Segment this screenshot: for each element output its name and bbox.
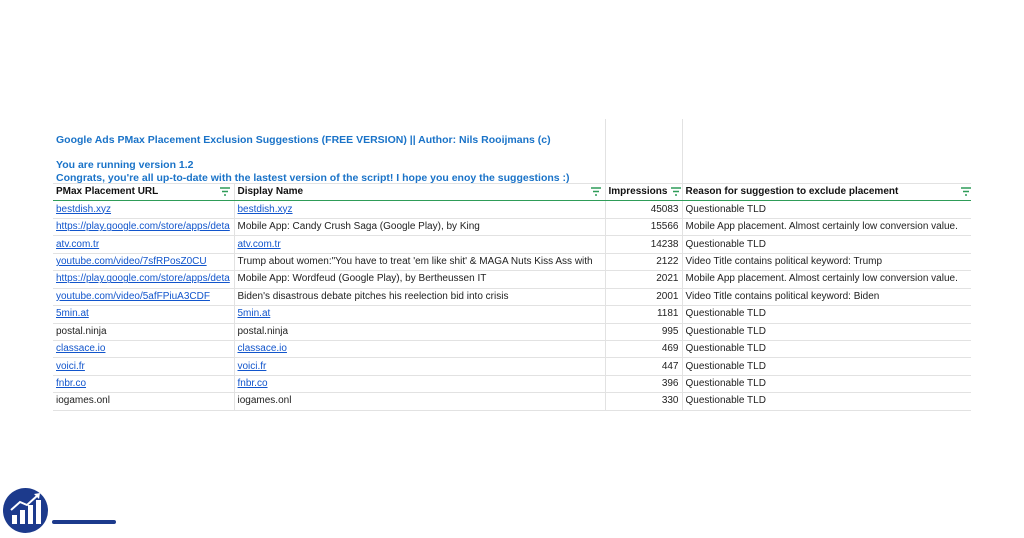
placement-url-cell[interactable]: https://play.google.com/store/apps/deta: [53, 271, 234, 288]
placement-url-cell[interactable]: youtube.com/video/7sfRPosZ0CU: [53, 253, 234, 270]
display-name-cell: Mobile App: Wordfeud (Google Play), by Bertheussen IT: [234, 271, 605, 288]
display-name-cell: Mobile App: Candy Crush Saga (Google Play), by King: [234, 218, 605, 235]
reason-cell: Mobile App placement. Almost certainly low conversion value.: [682, 218, 971, 235]
table-row[interactable]: [53, 340, 971, 357]
column-header-url[interactable]: PMax Placement URL: [53, 184, 234, 201]
version-text: You are running version 1.2: [56, 159, 194, 171]
impressions-cell: 14238: [605, 236, 682, 253]
status-text: Congrats, you're all up-to-date with the lastest version of the script! I hope you enoy the suggestions :): [56, 172, 570, 184]
impressions-cell: 995: [605, 323, 682, 340]
display-name-cell[interactable]: fnbr.co: [234, 375, 605, 392]
placements-table: [53, 183, 971, 411]
impressions-cell: 469: [605, 340, 682, 357]
column-header-impressions[interactable]: Impressions: [605, 184, 682, 201]
impressions-cell: 2021: [605, 271, 682, 288]
table-body: [53, 201, 971, 410]
script-info: [53, 119, 971, 183]
table-row[interactable]: [53, 271, 971, 288]
table-row[interactable]: [53, 236, 971, 253]
filter-icon[interactable]: [671, 187, 681, 196]
placement-url-cell[interactable]: fnbr.co: [53, 375, 234, 392]
reason-cell: Questionable TLD: [682, 375, 971, 392]
display-name-cell: Biden's disastrous debate pitches his reelection bid into crisis: [234, 288, 605, 305]
reason-cell: Questionable TLD: [682, 340, 971, 357]
table-row[interactable]: [53, 253, 971, 270]
impressions-cell: 330: [605, 393, 682, 410]
filter-icon[interactable]: [961, 187, 971, 196]
impressions-cell: 447: [605, 358, 682, 375]
script-title: Google Ads PMax Placement Exclusion Suggestions (FREE VERSION) || Author: Nils Rooijmans (c): [56, 134, 551, 146]
table-row[interactable]: [53, 288, 971, 305]
placement-url-cell[interactable]: https://play.google.com/store/apps/deta: [53, 218, 234, 235]
reason-cell: Questionable TLD: [682, 393, 971, 410]
reason-cell: Video Title contains political keyword: Biden: [682, 288, 971, 305]
reason-cell: Mobile App placement. Almost certainly low conversion value.: [682, 271, 971, 288]
display-name-cell: iogames.onl: [234, 393, 605, 410]
display-name-cell: Trump about women:"You have to treat 'em like shit' & MAGA Nuts Kiss Ass with: [234, 253, 605, 270]
reason-cell: Questionable TLD: [682, 358, 971, 375]
impressions-cell: 2001: [605, 288, 682, 305]
spreadsheet: [53, 119, 971, 411]
display-name-cell[interactable]: classace.io: [234, 340, 605, 357]
display-name-cell[interactable]: voici.fr: [234, 358, 605, 375]
impressions-cell: 1181: [605, 306, 682, 323]
logo-underline: [52, 520, 116, 524]
reason-cell: Video Title contains political keyword: Trump: [682, 253, 971, 270]
display-name-cell: postal.ninja: [234, 323, 605, 340]
placement-url-cell[interactable]: atv.com.tr: [53, 236, 234, 253]
table-row[interactable]: [53, 201, 971, 218]
column-header-display-name[interactable]: Display Name: [234, 184, 605, 201]
reason-cell: Questionable TLD: [682, 306, 971, 323]
display-name-cell[interactable]: atv.com.tr: [234, 236, 605, 253]
placement-url-cell[interactable]: classace.io: [53, 340, 234, 357]
table-row[interactable]: [53, 218, 971, 235]
placement-url-cell[interactable]: voici.fr: [53, 358, 234, 375]
display-name-cell[interactable]: 5min.at: [234, 306, 605, 323]
table-row[interactable]: [53, 358, 971, 375]
table-header-row: [53, 184, 971, 201]
reason-cell: Questionable TLD: [682, 236, 971, 253]
impressions-cell: 15566: [605, 218, 682, 235]
impressions-cell: 396: [605, 375, 682, 392]
display-name-cell[interactable]: bestdish.xyz: [234, 201, 605, 218]
filter-icon[interactable]: [591, 187, 601, 196]
placement-url-cell: iogames.onl: [53, 393, 234, 410]
reason-cell: Questionable TLD: [682, 323, 971, 340]
placement-url-cell[interactable]: youtube.com/video/5afFPiuA3CDF: [53, 288, 234, 305]
reason-cell: Questionable TLD: [682, 201, 971, 218]
column-header-reason[interactable]: Reason for suggestion to exclude placement: [682, 184, 971, 201]
placement-url-cell[interactable]: bestdish.xyz: [53, 201, 234, 218]
impressions-cell: 45083: [605, 201, 682, 218]
impressions-cell: 2122: [605, 253, 682, 270]
table-row[interactable]: [53, 375, 971, 392]
bar-chart-growth-icon: [3, 488, 48, 533]
placement-url-cell[interactable]: 5min.at: [53, 306, 234, 323]
table-row[interactable]: [53, 306, 971, 323]
table-row[interactable]: [53, 393, 971, 410]
table-row[interactable]: [53, 323, 971, 340]
filter-icon[interactable]: [220, 187, 230, 196]
placement-url-cell: postal.ninja: [53, 323, 234, 340]
